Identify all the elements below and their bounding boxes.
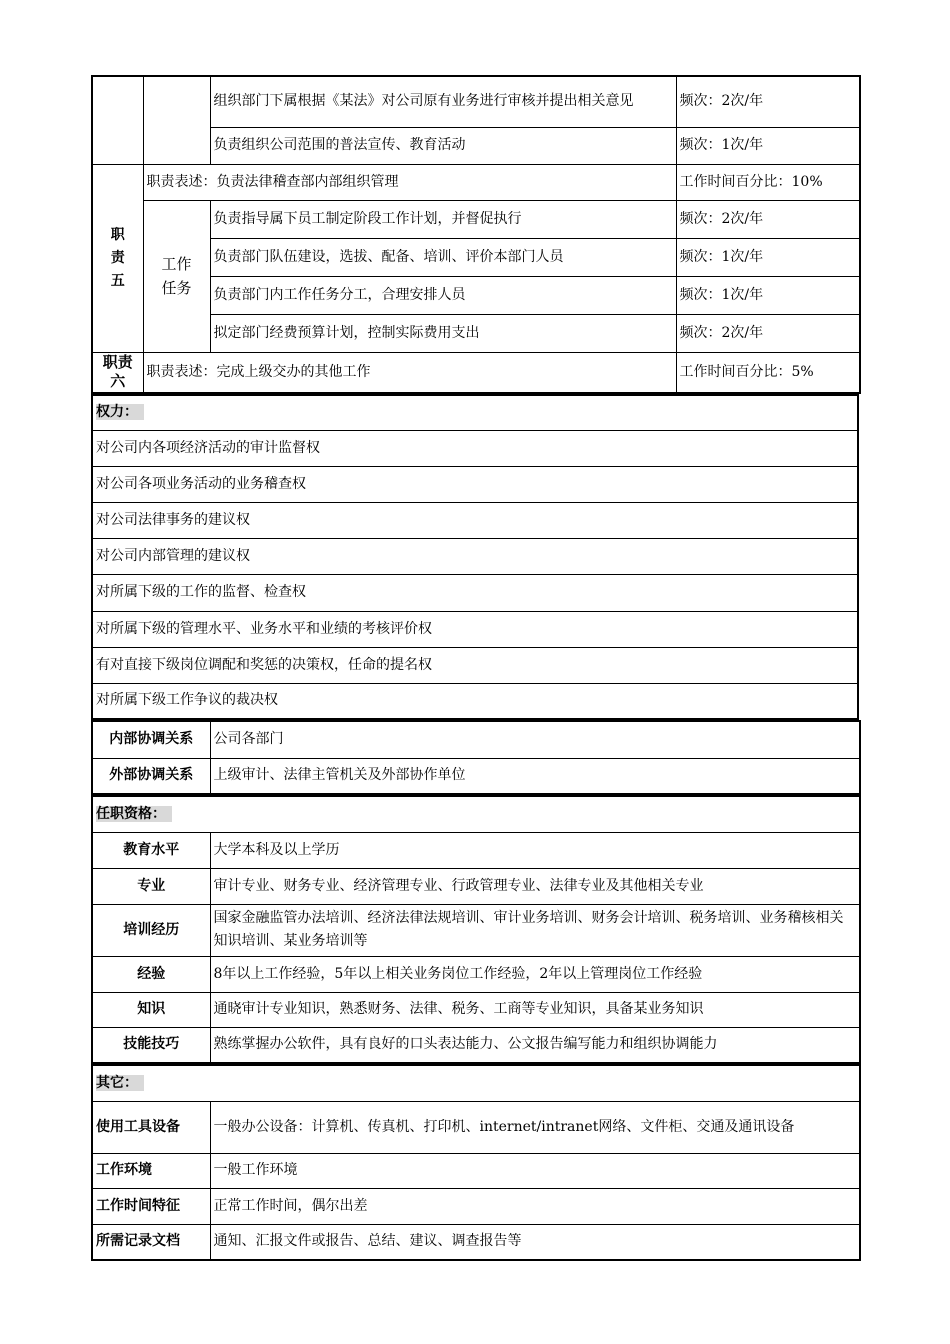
qualification-label: 技能技巧	[92, 1027, 210, 1063]
list-item	[92, 430, 858, 466]
other-label: 所需记录文档	[92, 1224, 210, 1260]
other-label: 使用工具设备	[92, 1101, 210, 1153]
authority-item: 对公司各项业务活动的业务稽查权	[92, 466, 858, 502]
table-row	[92, 721, 860, 758]
task-frequency: 频次：2次/年	[676, 76, 860, 127]
task-frequency: 频次：2次/年	[676, 200, 860, 238]
task-label-cell	[143, 76, 210, 164]
duty5-time-percent: 工作时间百分比：10%	[676, 164, 860, 200]
authority-item: 对所属下级的工作的监督、检查权	[92, 574, 858, 611]
other-heading: 其它：	[92, 1065, 860, 1101]
table-row	[92, 76, 860, 127]
table-row	[92, 164, 860, 200]
task-frequency: 频次：1次/年	[676, 276, 860, 314]
duty6-time-percent: 工作时间百分比：5%	[676, 352, 860, 393]
relation-label: 外部协调关系	[92, 758, 210, 794]
authority-heading: 权力：	[92, 395, 858, 430]
other-label: 工作时间特征	[92, 1188, 210, 1224]
qualification-label: 教育水平	[92, 832, 210, 868]
task-text: 负责部门队伍建设，选拔、配备、培训、评价本部门人员	[210, 238, 676, 276]
table-row	[92, 904, 860, 956]
table-row	[92, 758, 860, 794]
table-row	[92, 1224, 860, 1260]
table-row	[92, 1188, 860, 1224]
table-row	[92, 992, 860, 1027]
relation-value: 公司各部门	[210, 721, 860, 758]
qualification-label: 经验	[92, 956, 210, 992]
task-frequency: 频次：1次/年	[676, 127, 860, 164]
duty6-label: 职责六	[92, 352, 143, 393]
qualification-label: 专业	[92, 868, 210, 904]
duty5-label: 职责五	[92, 164, 143, 352]
other-value: 一般办公设备：计算机、传真机、打印机、internet/intranet网络、文件柜、交通及通讯设备	[210, 1101, 860, 1153]
table-row	[92, 200, 860, 238]
list-item	[92, 611, 858, 647]
list-item	[92, 538, 858, 574]
duty-label-cell	[92, 76, 143, 164]
other-value: 正常工作时间，偶尔出差	[210, 1188, 860, 1224]
other-value: 一般工作环境	[210, 1153, 860, 1188]
table-row	[92, 868, 860, 904]
qualification-label: 知识	[92, 992, 210, 1027]
task-text: 负责部门内工作任务分工，合理安排人员	[210, 276, 676, 314]
table-row	[92, 1101, 860, 1153]
job-description-page	[91, 75, 859, 1261]
list-item	[92, 466, 858, 502]
authority-item: 对公司法律事务的建议权	[92, 502, 858, 538]
list-item	[92, 574, 858, 611]
duty6-statement: 职责表述：完成上级交办的其他工作	[143, 352, 676, 393]
qualification-value: 熟练掌握办公软件，具有良好的口头表达能力、公文报告编写能力和组织协调能力	[210, 1027, 860, 1063]
qualification-value: 大学本科及以上学历	[210, 832, 860, 868]
authority-item: 对公司内各项经济活动的审计监督权	[92, 430, 858, 466]
list-item	[92, 647, 858, 683]
duties-table	[91, 75, 861, 394]
list-item	[92, 683, 858, 719]
authority-item: 有对直接下级岗位调配和奖惩的决策权，任命的提名权	[92, 647, 858, 683]
table-row	[92, 796, 860, 832]
table-row	[92, 956, 860, 992]
qualification-value: 通晓审计专业知识，熟悉财务、法律、税务、工商等专业知识，具备某业务知识	[210, 992, 860, 1027]
table-row	[92, 1065, 860, 1101]
qualification-label: 培训经历	[92, 904, 210, 956]
other-value: 通知、汇报文件或报告、总结、建议、调查报告等	[210, 1224, 860, 1260]
authority-item: 对所属下级的管理水平、业务水平和业绩的考核评价权	[92, 611, 858, 647]
task-text: 拟定部门经费预算计划，控制实际费用支出	[210, 314, 676, 352]
relation-label: 内部协调关系	[92, 721, 210, 758]
list-item	[92, 502, 858, 538]
task-text: 负责组织公司范围的普法宣传、教育活动	[210, 127, 676, 164]
qualifications-table	[91, 795, 861, 1064]
table-row	[92, 352, 860, 393]
other-label: 工作环境	[92, 1153, 210, 1188]
table-row	[92, 1027, 860, 1063]
qualifications-heading: 任职资格：	[92, 796, 860, 832]
table-row	[92, 832, 860, 868]
qualification-value: 国家金融监管办法培训、经济法律法规培训、审计业务培训、财务会计培训、税务培训、业务稽核相关知识培训、某业务培训等	[210, 904, 860, 956]
table-row	[92, 1153, 860, 1188]
task-frequency: 频次：1次/年	[676, 238, 860, 276]
authority-item: 对公司内部管理的建议权	[92, 538, 858, 574]
task-text: 组织部门下属根据《某法》对公司原有业务进行审核并提出相关意见	[210, 76, 676, 127]
other-table	[91, 1064, 861, 1261]
qualification-value: 8年以上工作经验，5年以上相关业务岗位工作经验，2年以上管理岗位工作经验	[210, 956, 860, 992]
task-text: 负责指导属下员工制定阶段工作计划，并督促执行	[210, 200, 676, 238]
duty5-task-label: 工作任务	[143, 200, 210, 352]
authority-item: 对所属下级工作争议的裁决权	[92, 683, 858, 719]
qualification-value: 审计专业、财务专业、经济管理专业、行政管理专业、法律专业及其他相关专业	[210, 868, 860, 904]
task-frequency: 频次：2次/年	[676, 314, 860, 352]
table-row	[92, 395, 858, 430]
authority-table	[91, 394, 859, 720]
relation-value: 上级审计、法律主管机关及外部协作单位	[210, 758, 860, 794]
relations-table	[91, 720, 861, 795]
duty5-statement: 职责表述：负责法律稽查部内部组织管理	[143, 164, 676, 200]
